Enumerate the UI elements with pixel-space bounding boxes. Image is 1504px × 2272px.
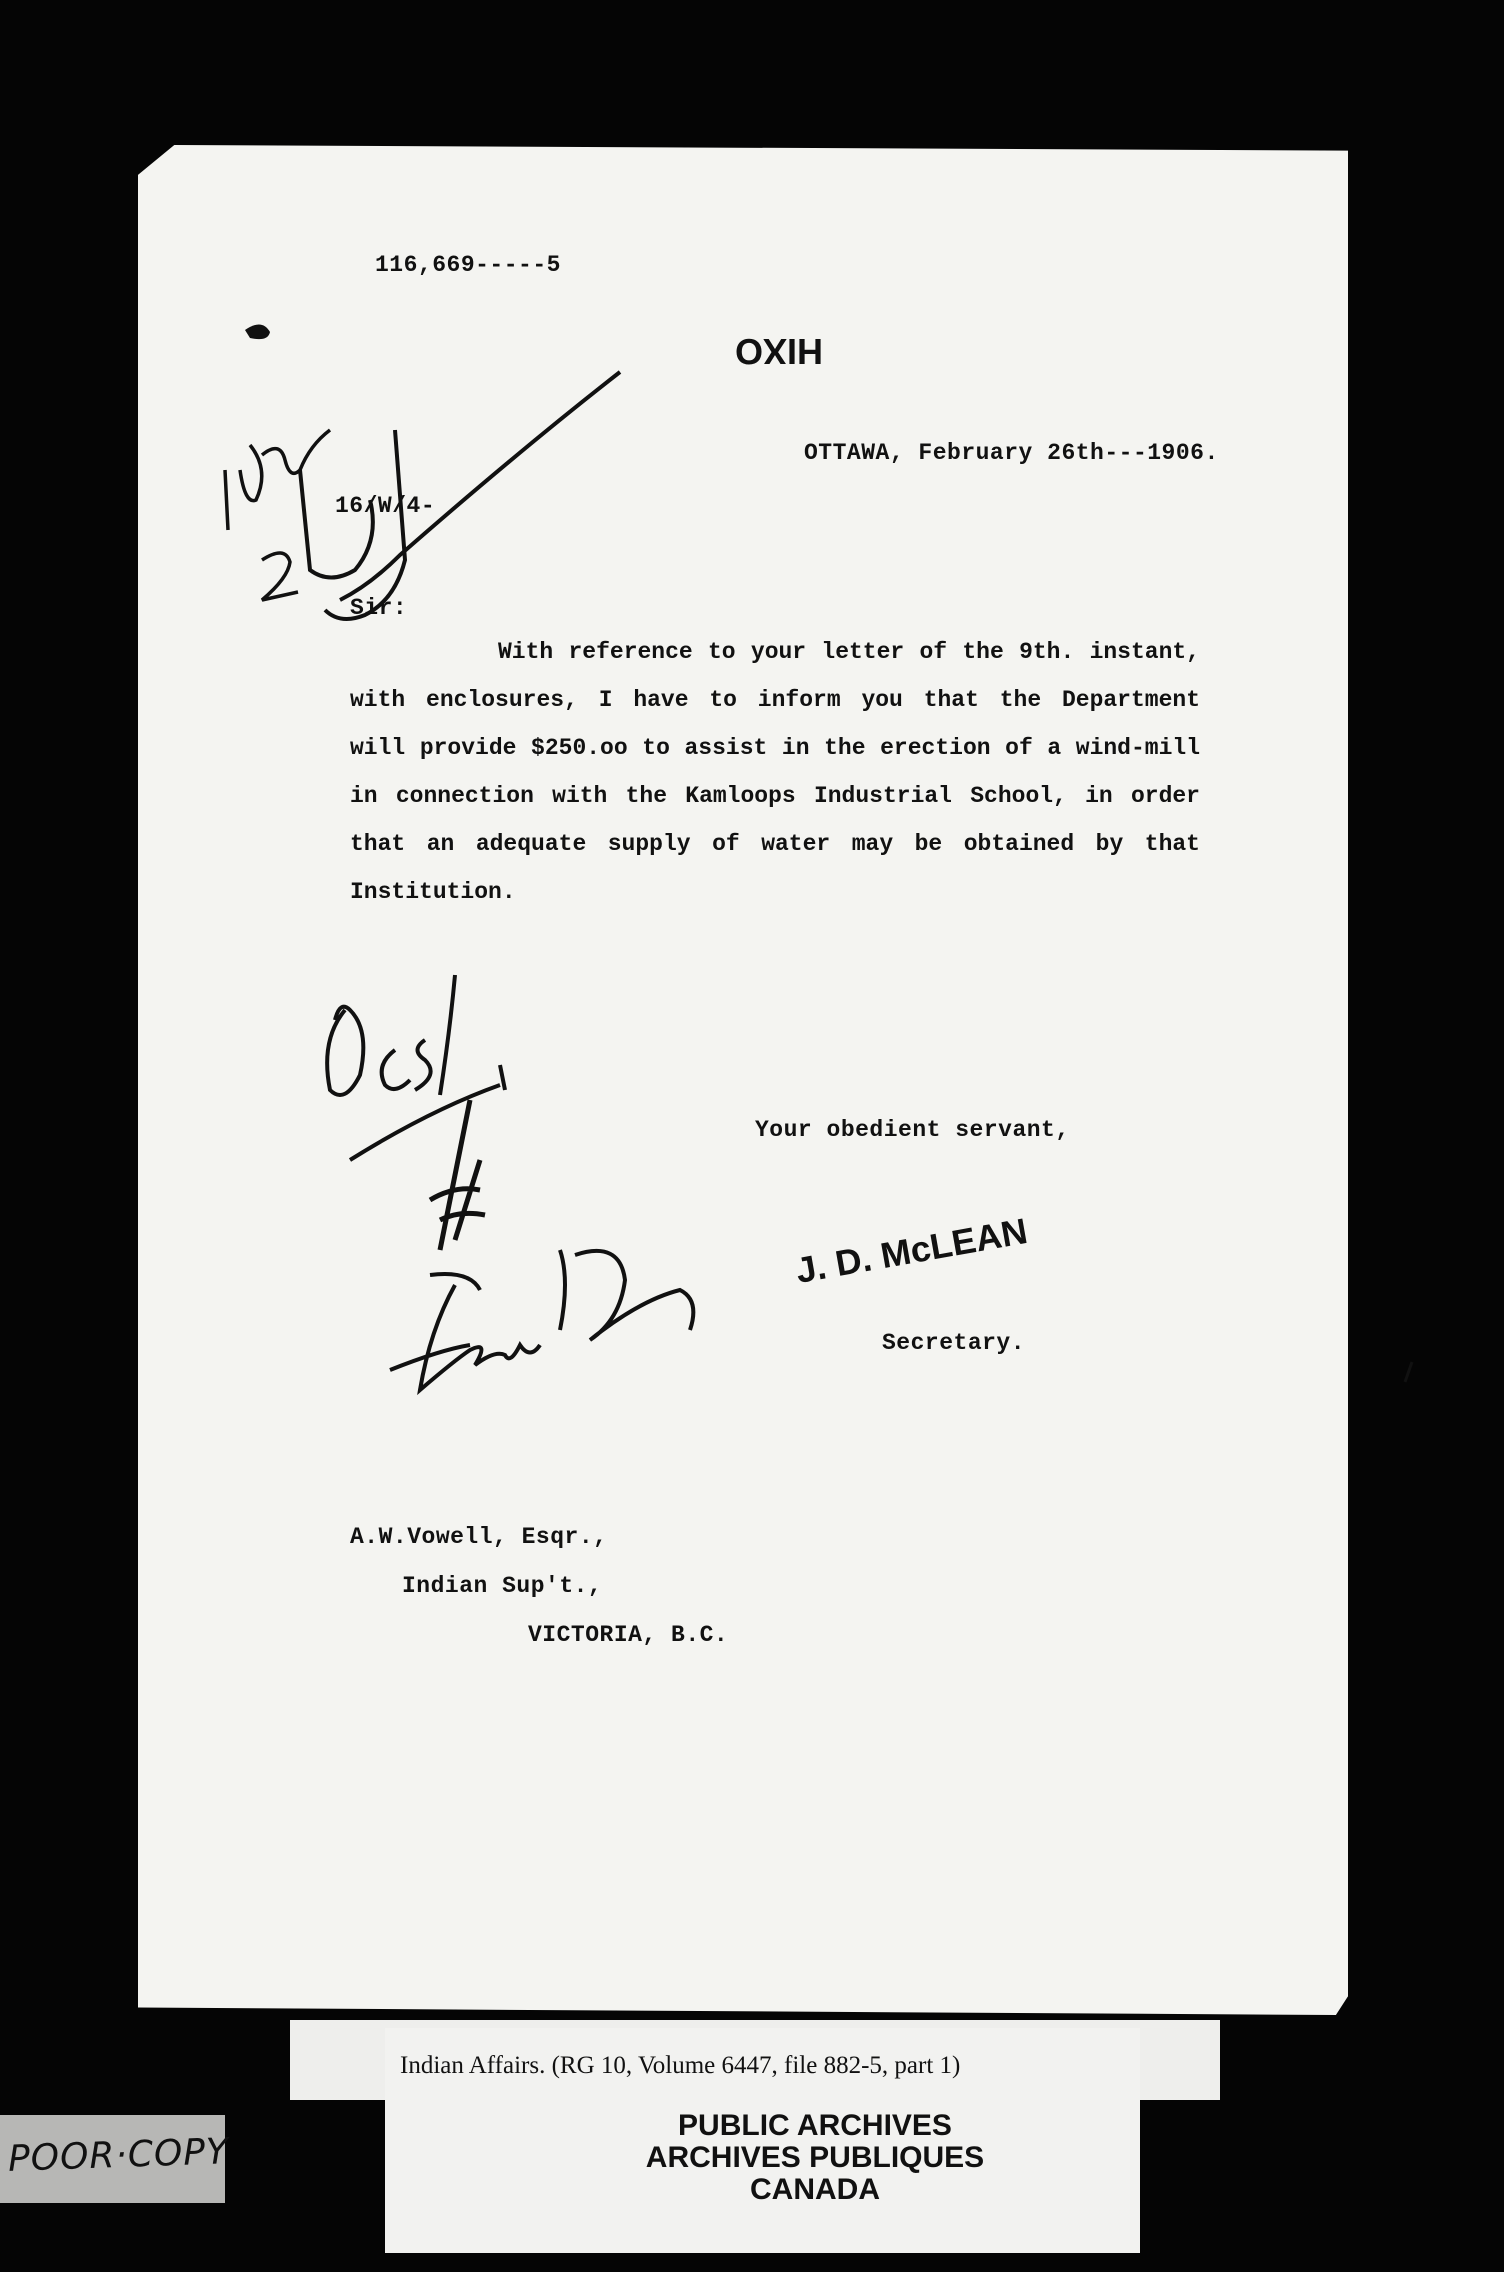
archives-line-2: ARCHIVES PUBLIQUES — [645, 2141, 985, 2174]
poor-copy-text: POOR·COPY — [7, 2131, 230, 2180]
salutation: Sir: — [350, 595, 408, 621]
closing: Your obedient servant, — [755, 1117, 1070, 1143]
letter-body: With reference to your letter of the 9th. instant, with enclosures, I have to inform you that the Department will provide $250.oo to assist in the erection of a wind-mill in connection with the Kamloops Industrial School, in order that an adequate supply of water may be obtained by that Institution. — [350, 639, 1200, 905]
archive-reference: Indian Affairs. (RG 10, Volume 6447, file 882-5, part 1) — [400, 2052, 961, 2079]
poor-copy-label — [0, 2115, 230, 2203]
addressee-title: Indian Sup't., — [402, 1573, 603, 1599]
initials-dcs-stroke — [327, 975, 505, 1160]
header-mark: HIXO — [735, 331, 824, 372]
reference-code: 16/W/4- — [335, 493, 436, 519]
signatory-title: Secretary. — [882, 1330, 1026, 1356]
hash-mark-stroke — [430, 1100, 485, 1250]
file-number: 116,669-----5 — [375, 252, 561, 278]
addressee-location: VICTORIA, B.C. — [528, 1622, 729, 1648]
edge-mark-stroke — [1405, 1362, 1412, 1382]
addressee-name: A.W.Vowell, Esqr., — [350, 1524, 608, 1550]
initials-1d-stroke — [225, 430, 330, 530]
archives-stamp — [560, 2110, 1070, 2206]
archives-line-1: PUBLIC ARCHIVES — [678, 2109, 952, 2142]
place-date: OTTAWA, February 26th---1906. — [804, 440, 1219, 466]
archives-line-3: CANADA — [750, 2173, 880, 2206]
initials-2-stroke — [262, 553, 298, 600]
bracket-stroke — [300, 430, 408, 621]
filing-mark-stroke — [245, 324, 270, 339]
long-slash-stroke — [340, 372, 620, 600]
signature-scrawl-stroke — [390, 1250, 693, 1390]
signature-stamp: J. D. McLEAN — [792, 1209, 1031, 1292]
